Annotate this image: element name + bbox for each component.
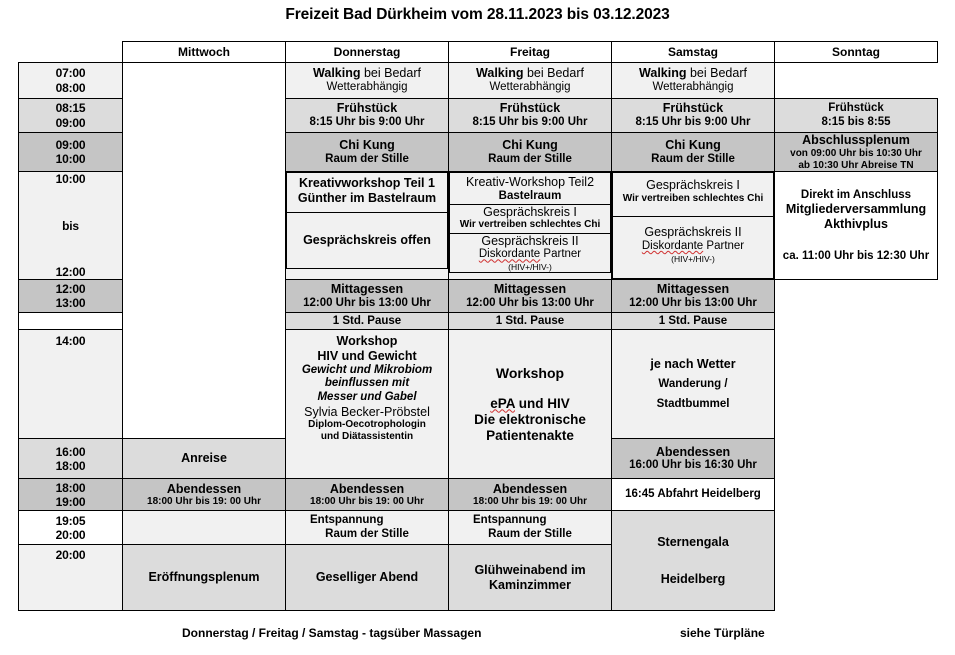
cell-freitag-0900: Chi Kung Raum der Stille <box>449 133 612 172</box>
cell-freitag-gluehweinabend: Glühweinabend im Kaminzimmer <box>449 545 612 611</box>
day-header-freitag: Freitag <box>449 42 612 63</box>
cell-samstag-1400: je nach Wetter Wanderung / Stadtbummel <box>612 330 775 439</box>
cell-freitag-pause: 1 Std. Pause <box>449 313 612 330</box>
table-header-row <box>19 42 938 63</box>
cell-sonntag-1000: Direkt im Anschluss Mitgliederversammlung Akthivplus ca. 11:00 Uhr bis 12:30 Uhr <box>775 172 938 280</box>
kreativworkshop-2: Kreativ-Workshop Teil2 Bastelraum <box>450 173 611 204</box>
cell-samstag-sternengala: Sternengala Heidelberg <box>612 511 775 611</box>
time-label-1800: 18:00 19:00 <box>19 479 123 511</box>
day-header-mittwoch: Mittwoch <box>123 42 286 63</box>
time-label-1200: 12:00 13:00 <box>19 280 123 313</box>
time-label-2000: 20:00 <box>19 545 123 611</box>
cell-sonntag-0700 <box>775 63 938 99</box>
cell-donnerstag-geselliger-abend: Geselliger Abend <box>286 545 449 611</box>
cell-samstag-1600: Abendessen 16:00 Uhr bis 16:30 Uhr <box>612 439 775 479</box>
cell-mittwoch-1905 <box>123 511 286 545</box>
gespraechskreis-2-freitag: Gesprächskreis II Diskordante Partner (HIV+/HIV-) <box>450 233 611 272</box>
gespraechskreis-1-freitag: Gesprächskreis I Wir vertreiben schlechtes Chi <box>450 204 611 233</box>
cell-donnerstag-entspannung: Entspannung Raum der Stille <box>286 511 449 545</box>
cell-donnerstag-0815: Frühstück 8:15 Uhr bis 9:00 Uhr <box>286 99 449 133</box>
gespraechskreis-offen: Gesprächskreis offen <box>287 213 448 269</box>
cell-donnerstag-0900: Chi Kung Raum der Stille <box>286 133 449 172</box>
time-label-pause <box>19 313 123 330</box>
cell-freitag-0815: Frühstück 8:15 Uhr bis 9:00 Uhr <box>449 99 612 133</box>
time-label-1905: 19:05 20:00 <box>19 511 123 545</box>
cell-samstag-1000 <box>612 172 775 280</box>
cell-mittwoch-morning <box>123 63 286 439</box>
cell-mittwoch-abendessen: Abendessen 18:00 Uhr bis 19: 00 Uhr <box>123 479 286 511</box>
gespraechskreis-2-samstag: Gesprächskreis II Diskordante Partner (HIV+/HIV-) <box>613 217 774 279</box>
time-label-1400: 14:00 <box>19 330 123 439</box>
cell-samstag-0700: Walking bei Bedarf Wetterabhängig <box>612 63 775 99</box>
cell-samstag-0815: Frühstück 8:15 Uhr bis 9:00 Uhr <box>612 99 775 133</box>
cell-donnerstag-1200: Mittagessen 12:00 Uhr bis 13:00 Uhr <box>286 280 449 313</box>
cell-freitag-entspannung: Entspannung Raum der Stille <box>449 511 612 545</box>
day-header-donnerstag: Donnerstag <box>286 42 449 63</box>
schedule-table <box>18 41 938 611</box>
cell-freitag-1000 <box>449 172 612 280</box>
cell-donnerstag-workshop: Workshop HIV und Gewicht Gewicht und Mikrobiom beinflussen mit Messer und Gabel Sylvia Becker-Pröbstel Diplom-Oecotrophologin und Diätassistentin <box>286 330 449 479</box>
day-header-sonntag: Sonntag <box>775 42 938 63</box>
cell-mittwoch-anreise: Anreise <box>123 439 286 479</box>
cell-sonntag-0900: Abschlussplenum von 09:00 Uhr bis 10:30 Uhr ab 10:30 Uhr Abreise TN <box>775 133 938 172</box>
cell-samstag-pause: 1 Std. Pause <box>612 313 775 330</box>
cell-samstag-0900: Chi Kung Raum der Stille <box>612 133 775 172</box>
time-label-0900: 09:00 10:00 <box>19 133 123 172</box>
cell-donnerstag-0700: Walking bei Bedarf Wetterabhängig <box>286 63 449 99</box>
gespraechskreis-1-samstag: Gesprächskreis I Wir vertreiben schlechtes Chi <box>613 173 774 217</box>
time-label-1600: 16:00 18:00 <box>19 439 123 479</box>
cell-sonntag-empty <box>775 280 938 611</box>
donnerstag-1000-inner <box>286 172 448 269</box>
time-label-1000: 10:00 bis 12:00 <box>19 172 123 280</box>
cell-donnerstag-abendessen: Abendessen 18:00 Uhr bis 19: 00 Uhr <box>286 479 449 511</box>
table-row-0700 <box>19 63 938 99</box>
time-label-0700: 07:00 08:00 <box>19 63 123 99</box>
cell-freitag-1200: Mittagessen 12:00 Uhr bis 13:00 Uhr <box>449 280 612 313</box>
cell-freitag-abendessen: Abendessen 18:00 Uhr bis 19: 00 Uhr <box>449 479 612 511</box>
freitag-1000-inner <box>449 172 611 273</box>
cell-mittwoch-eroeffnungsplenum: Eröffnungsplenum <box>123 545 286 611</box>
footer-massages-note: Donnerstag / Freitag / Samstag - tagsüber Massagen <box>182 626 482 640</box>
cell-donnerstag-1000 <box>286 172 449 280</box>
cell-freitag-0700: Walking bei Bedarf Wetterabhängig <box>449 63 612 99</box>
time-column-header <box>19 42 123 63</box>
cell-donnerstag-pause: 1 Std. Pause <box>286 313 449 330</box>
cell-freitag-workshop: Workshop ePA und HIV Die elektronische Patientenakte <box>449 330 612 479</box>
day-header-samstag: Samstag <box>612 42 775 63</box>
footer-doorplans-note: siehe Türpläne <box>680 626 765 640</box>
cell-samstag-1200: Mittagessen 12:00 Uhr bis 13:00 Uhr <box>612 280 775 313</box>
time-label-0815: 08:15 09:00 <box>19 99 123 133</box>
page-title: Freizeit Bad Dürkheim vom 28.11.2023 bis 03.12.2023 <box>285 6 670 23</box>
kreativworkshop-1: Kreativworkshop Teil 1 Günther im Bastelraum <box>287 173 448 213</box>
cell-sonntag-0815: Frühstück 8:15 bis 8:55 <box>775 99 938 133</box>
samstag-1000-inner <box>612 172 774 279</box>
cell-samstag-abfahrt: 16:45 Abfahrt Heidelberg <box>612 479 775 511</box>
